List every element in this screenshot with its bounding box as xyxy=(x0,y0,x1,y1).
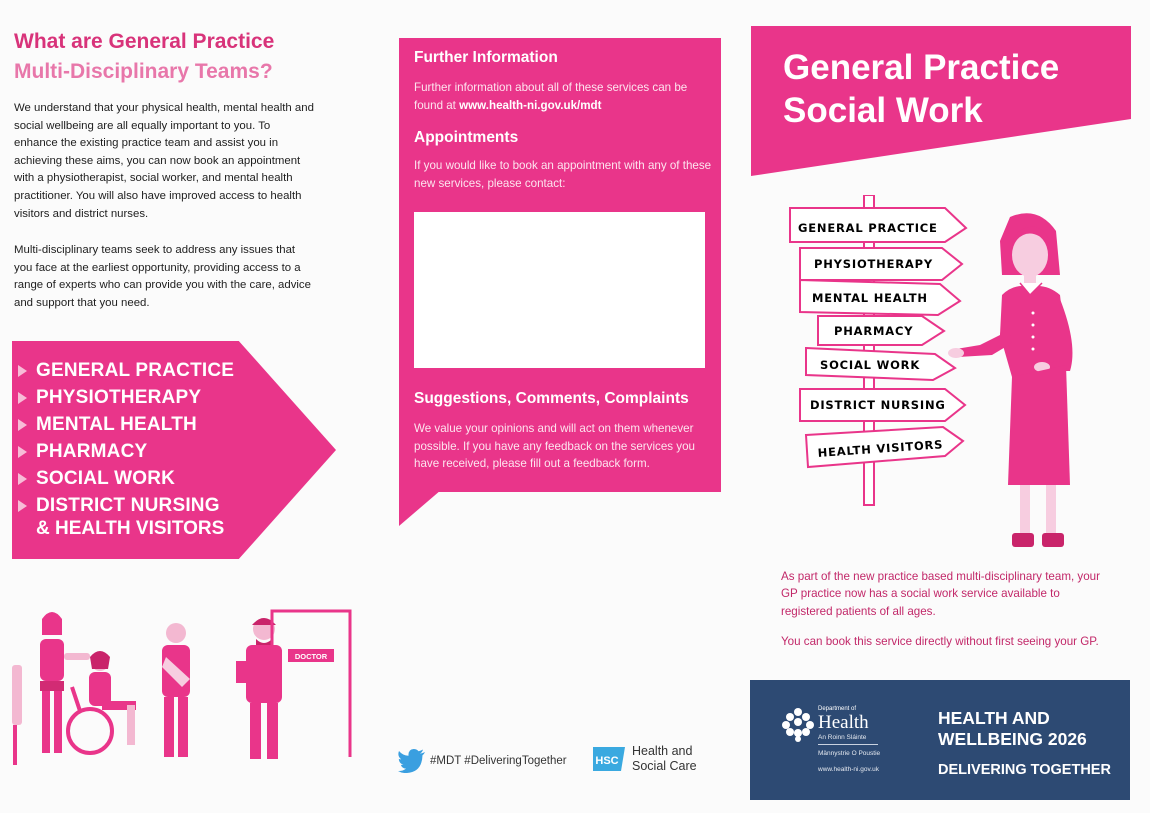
intro-paragraph: We understand that your physical health, mental health and social wellbeing are all equally important to you. To enhance the existing practice team and assist you in achieving these aims, you can now book an appointment with a physiotherapist, social worker, and mental health practitioner. You will also have improved access to health visitors and district nurses. xyxy=(14,102,314,220)
sign-label: MENTAL HEALTH xyxy=(812,291,928,305)
bullet-triangle-icon xyxy=(18,365,27,377)
patients-illustration xyxy=(10,605,360,775)
sign-label: PHYSIOTHERAPY xyxy=(814,257,933,271)
service-label: DISTRICT NURSING xyxy=(36,495,220,516)
service-label: PHYSIOTHERAPY xyxy=(36,387,202,408)
bullet-triangle-icon xyxy=(18,392,27,404)
bullet-triangle-icon xyxy=(18,500,27,512)
signpost-sign xyxy=(800,280,960,315)
main-title xyxy=(783,46,1059,132)
suggestions-text: We value your opinions and will act on them whenever possible. If you have any feedback on the services you have received, please fill out a feedback form. xyxy=(414,422,695,471)
main-title-line1: General Practice xyxy=(783,48,1060,87)
services-list xyxy=(14,357,234,519)
service-label: MENTAL HEALTH xyxy=(36,414,197,435)
hsc-logo-icon xyxy=(591,745,627,773)
department-of-health-emblem-icon xyxy=(780,706,816,742)
hsc-logo-text: HSC xyxy=(595,755,619,767)
doh-health-wordmark: Health xyxy=(818,712,869,733)
doh-department-of: Department of xyxy=(818,706,857,712)
service-item xyxy=(14,411,234,438)
further-info-heading: Further Information xyxy=(414,49,558,66)
sign-label: SOCIAL WORK xyxy=(820,358,921,372)
service-item xyxy=(14,465,234,492)
signpost-sign xyxy=(790,208,966,242)
hsc-line1: Health and xyxy=(632,744,693,758)
contact-details-box xyxy=(414,212,705,368)
signpost-sign xyxy=(800,389,965,421)
doh-url[interactable]: www.health-ni.gov.uk xyxy=(818,766,879,773)
sign-label: DISTRICT NURSING xyxy=(810,398,946,412)
left-title-line1: What are General Practice xyxy=(14,30,275,53)
service-label-continued: & HEALTH VISITORS xyxy=(36,518,225,539)
appointments-text: If you would like to book an appointment with any of these new services, please contact: xyxy=(414,159,712,190)
doh-ulster-scots-name: Männystrie O Poustie xyxy=(818,750,881,757)
further-info-body: Further information about all of these services can be found at xyxy=(414,81,688,112)
doh-divider xyxy=(818,744,878,745)
suggestions-heading: Suggestions, Comments, Complaints xyxy=(414,390,689,407)
service-label: GENERAL PRACTICE xyxy=(36,360,235,381)
hsc-line2: Social Care xyxy=(632,759,697,773)
main-title-line2: Social Work xyxy=(783,91,983,130)
hw-line1: HEALTH AND xyxy=(938,708,1050,728)
service-label: PHARMACY xyxy=(36,441,148,462)
bullet-triangle-icon xyxy=(18,419,27,431)
hw-line2: WELLBEING 2026 xyxy=(938,729,1087,749)
speech-box-tail xyxy=(399,490,441,526)
hashtags: #MDT #DeliveringTogether xyxy=(430,755,567,767)
social-work-intro: As part of the new practice based multi-disciplinary team, your GP practice now has a social work service available to registered patients of all ages. xyxy=(781,570,1100,618)
mdt-paragraph: Multi-disciplinary teams seek to address any issues that you face at the earliest opportunity, providing access to a range of experts who can provide you with the care, advice and support that you need. xyxy=(14,244,311,309)
signpost-sign xyxy=(800,248,962,280)
booking-note: You can book this service directly without first seeing your GP. xyxy=(781,635,1099,648)
sign-label: HEALTH VISITORS xyxy=(817,437,944,460)
signpost-sign xyxy=(818,316,944,345)
signpost-sign xyxy=(806,348,955,380)
social-worker-figure xyxy=(948,213,1072,547)
further-info-link[interactable]: www.health-ni.gov.uk/mdt xyxy=(459,98,602,112)
sign-label: PHARMACY xyxy=(834,324,914,338)
signpost-illustration xyxy=(780,195,1100,560)
sign-label: GENERAL PRACTICE xyxy=(798,221,938,235)
service-item xyxy=(14,384,234,411)
service-item xyxy=(14,357,234,384)
twitter-bird-icon xyxy=(398,749,426,773)
delivering-together-tagline: DELIVERING TOGETHER xyxy=(938,762,1111,778)
hsc-name xyxy=(632,744,697,774)
bullet-triangle-icon xyxy=(18,446,27,458)
doh-irish-name: An Roinn Sláinte xyxy=(818,734,867,741)
service-item xyxy=(14,438,234,465)
service-label: SOCIAL WORK xyxy=(36,468,176,489)
health-wellbeing-title xyxy=(938,708,1087,750)
appointments-heading: Appointments xyxy=(414,129,519,146)
left-title-line2: Multi-Disciplinary Teams? xyxy=(14,60,273,83)
bullet-triangle-icon xyxy=(18,473,27,485)
signpost-sign xyxy=(806,427,963,467)
further-info-text xyxy=(414,79,714,114)
door-sign-label: DOCTOR xyxy=(294,652,328,661)
